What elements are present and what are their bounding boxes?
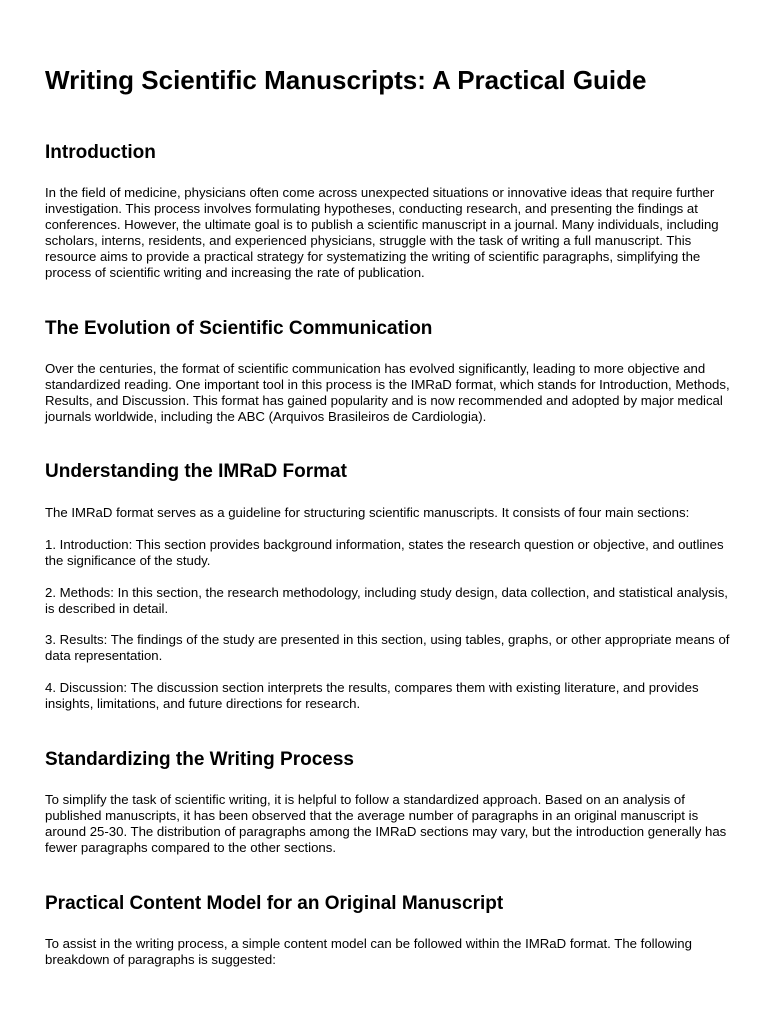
section-heading-evolution: The Evolution of Scientific Communication [45, 318, 433, 339]
imrad-list-item-introduction: 1. Introduction: This section provides background information, states the research question or objective, and outlines the significance of the study. [45, 537, 724, 568]
section-heading-introduction: Introduction [45, 142, 156, 163]
imrad-intro-paragraph: The IMRaD format serves as a guideline for structuring scientific manuscripts. It consists of four main sections: [45, 505, 690, 520]
section-heading-imrad: Understanding the IMRaD Format [45, 461, 347, 482]
introduction-paragraph: In the field of medicine, physicians often come across unexpected situations or innovative ideas that require further investigation. This process involves formulating hypotheses, conducting research, and presenting the findings at conferences. However, the ultimate goal is to publish a scientific manuscript in a journal. Many individuals, including scholars, interns, residents, and experienced physicians, struggle with the task of writing a full manuscript. This resource aims to provide a practical strategy for systematizing the writing of scientific paragraphs, simplifying the process of scientific writing and increasing the rate of publication. [45, 185, 719, 280]
content-model-paragraph: To assist in the writing process, a simple content model can be followed within the IMRaD format. The following breakdown of paragraphs is suggested: [45, 936, 692, 967]
section-heading-content-model: Practical Content Model for an Original Manuscript [45, 893, 504, 914]
imrad-list-item-methods: 2. Methods: In this section, the research methodology, including study design, data collection, and statistical analysis, is described in detail. [45, 585, 728, 616]
document-title: Writing Scientific Manuscripts: A Practical Guide [45, 65, 647, 95]
imrad-list-item-discussion: 4. Discussion: The discussion section interprets the results, compares them with existing literature, and provides insights, limitations, and future directions for research. [45, 680, 699, 711]
imrad-list-item-results: 3. Results: The findings of the study are presented in this section, using tables, graphs, or other appropriate means of data representation. [45, 632, 730, 663]
standardizing-paragraph: To simplify the task of scientific writing, it is helpful to follow a standardized approach. Based on an analysis of published manuscripts, it has been observed that the average number of paragraphs in an original manuscript is around 25-30. The distribution of paragraphs among the IMRaD sections may vary, but the introduction generally has fewer paragraphs compared to the other sections. [45, 792, 727, 855]
section-heading-standardizing: Standardizing the Writing Process [45, 749, 354, 770]
evolution-paragraph: Over the centuries, the format of scientific communication has evolved significantly, leading to more objective and standardized reading. One important tool in this process is the IMRaD format, which stands for Introduction, Methods, Results, and Discussion. This format has gained popularity and is now recommended and adopted by major medical journals worldwide, including the ABC (Arquivos Brasileiros de Cardiologia). [45, 361, 730, 424]
